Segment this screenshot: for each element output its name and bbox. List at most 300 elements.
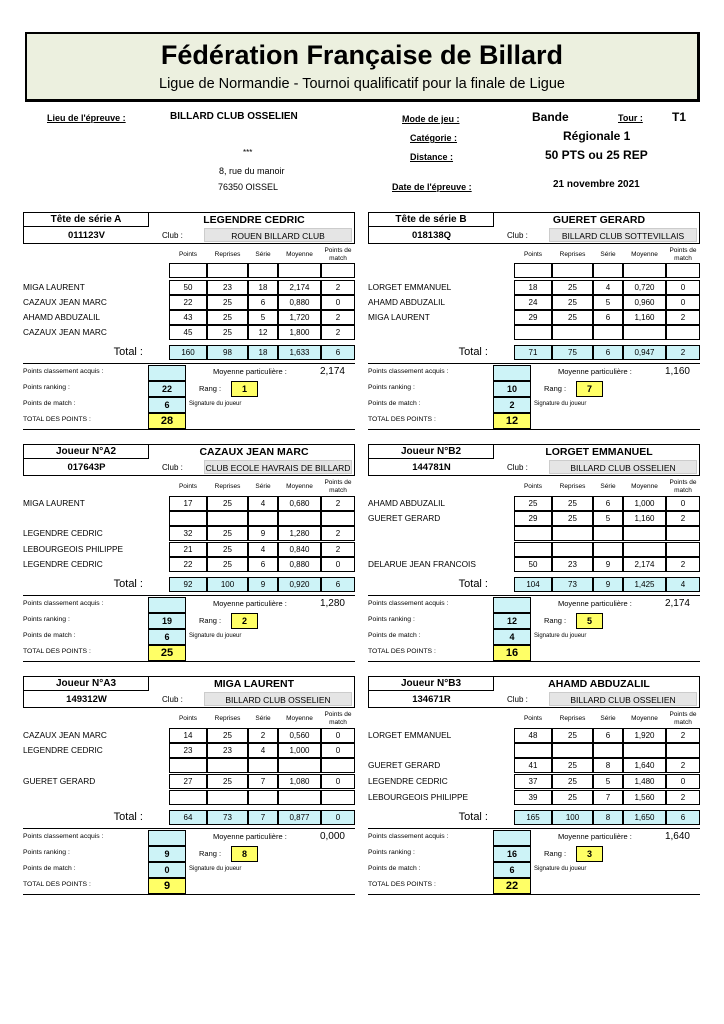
score-cell: 5 xyxy=(593,774,623,789)
score-cell: 0 xyxy=(321,728,355,743)
total-cell: 75 xyxy=(552,345,593,360)
score-cell: 6 xyxy=(248,295,278,310)
score-cell: 21 xyxy=(169,542,207,557)
total-cell: 165 xyxy=(514,810,552,825)
points-classement-box xyxy=(493,597,531,613)
opponent-name: MIGA LAURENT xyxy=(23,498,85,508)
score-cell xyxy=(514,526,552,541)
points-match-label: Points de match : xyxy=(23,632,76,639)
score-cell xyxy=(169,790,207,805)
total-cell: 92 xyxy=(169,577,207,592)
total-cell: 98 xyxy=(207,345,248,360)
points-classement-box xyxy=(148,597,186,613)
score-cell: 0 xyxy=(666,295,700,310)
score-cell xyxy=(593,542,623,557)
total-cell: 6 xyxy=(666,810,700,825)
distance-label: Distance : xyxy=(410,152,454,162)
points-classement-label: Points classement acquis : xyxy=(368,600,449,607)
score-cell: 25 xyxy=(207,325,248,340)
score-cell: 25 xyxy=(207,310,248,325)
total-points-box: 12 xyxy=(493,413,531,429)
score-cell xyxy=(623,526,666,541)
opponent-name xyxy=(23,263,145,278)
panel-bottom xyxy=(23,661,355,662)
score-cell xyxy=(552,743,593,758)
total-label: Total : xyxy=(113,346,143,358)
total-cell: 71 xyxy=(514,345,552,360)
score-cell: 0,840 xyxy=(278,542,321,557)
score-cell: 25 xyxy=(552,774,593,789)
score-cell: 25 xyxy=(207,295,248,310)
points-match-box: 0 xyxy=(148,862,186,878)
score-cell: 6 xyxy=(593,496,623,511)
score-cell: 25 xyxy=(552,758,593,773)
score-cell: 29 xyxy=(514,310,552,325)
total-label: Total : xyxy=(113,811,143,823)
score-cell: 25 xyxy=(552,280,593,295)
column-header: Série xyxy=(600,715,616,722)
player-panel xyxy=(23,212,355,427)
panel-header-box xyxy=(23,444,355,476)
player-panel xyxy=(368,676,700,892)
score-cell: 0,880 xyxy=(278,295,321,310)
points-classement-box xyxy=(148,365,186,381)
score-cell: 1,800 xyxy=(278,325,321,340)
score-cell: 1,560 xyxy=(623,790,666,805)
score-cell xyxy=(278,263,321,278)
score-cell: 23 xyxy=(169,743,207,758)
score-cell: 2,174 xyxy=(623,557,666,572)
address-line1: 8, rue du manoir xyxy=(219,166,285,176)
score-cell: 9 xyxy=(248,526,278,541)
score-cell: 25 xyxy=(207,496,248,511)
opponent-name: LEGENDRE CEDRIC xyxy=(23,528,103,538)
opponent-name: MIGA LAURENT xyxy=(23,282,85,292)
summary-divider xyxy=(368,595,700,596)
score-cell: 2 xyxy=(666,511,700,526)
opponent-name: LORGET EMMANUEL xyxy=(368,730,452,740)
tour-value: T1 xyxy=(672,110,687,124)
score-cell: 37 xyxy=(514,774,552,789)
points-ranking-box: 10 xyxy=(493,381,531,397)
score-cell: 25 xyxy=(552,295,593,310)
score-cell: 25 xyxy=(207,774,248,789)
column-header: Série xyxy=(600,251,616,258)
score-cell: 8 xyxy=(593,758,623,773)
total-cell: 0,947 xyxy=(623,345,666,360)
score-cell xyxy=(593,263,623,278)
panel-title: Joueur N°A2 xyxy=(24,445,149,459)
score-cell xyxy=(593,743,623,758)
column-header: Points xyxy=(178,251,198,258)
column-header: Moyenne xyxy=(631,483,658,490)
score-cell: 0 xyxy=(666,280,700,295)
moyenne-particuliere-value: 1,280 xyxy=(319,598,345,609)
opponent-name: AHAMD ABDUZALIL xyxy=(368,498,445,508)
points-classement-label: Points classement acquis : xyxy=(23,368,104,375)
panel-bottom xyxy=(368,429,700,430)
total-cell: 1,633 xyxy=(278,345,321,360)
rang-label: Rang : xyxy=(544,384,567,393)
points-ranking-label: Points ranking : xyxy=(23,849,70,856)
score-cell: 48 xyxy=(514,728,552,743)
score-cell: 43 xyxy=(169,310,207,325)
summary-divider xyxy=(368,363,700,364)
moyenne-particuliere-label: Moyenne particulière : xyxy=(213,832,287,841)
club-name: BILLARD CLUB OSSELIEN xyxy=(549,692,697,706)
opponent-name xyxy=(368,325,490,340)
column-header: Série xyxy=(255,715,271,722)
score-cell: 25 xyxy=(207,728,248,743)
points-ranking-box: 12 xyxy=(493,613,531,629)
score-cell: 0,720 xyxy=(623,280,666,295)
score-cell xyxy=(552,263,593,278)
score-cell: 2 xyxy=(666,728,700,743)
points-ranking-label: Points ranking : xyxy=(368,616,415,623)
score-cell: 1,640 xyxy=(623,758,666,773)
points-match-box: 6 xyxy=(148,397,186,413)
total-cell: 6 xyxy=(321,345,355,360)
opponent-name xyxy=(368,526,490,541)
player-id: 134671R xyxy=(412,694,451,705)
score-cell xyxy=(248,263,278,278)
score-cell: 25 xyxy=(207,557,248,572)
score-cell xyxy=(248,790,278,805)
total-cell: 8 xyxy=(593,810,623,825)
score-cell: 7 xyxy=(593,790,623,805)
opponent-name: GUERET GERARD xyxy=(368,513,441,523)
total-points-box: 22 xyxy=(493,878,531,894)
score-cell xyxy=(666,526,700,541)
moyenne-particuliere-value: 2,174 xyxy=(664,598,690,609)
total-cell: 100 xyxy=(207,577,248,592)
score-cell: 25 xyxy=(552,310,593,325)
column-header: Reprises xyxy=(559,483,586,490)
score-cell xyxy=(666,263,700,278)
score-cell xyxy=(169,263,207,278)
score-cell xyxy=(623,263,666,278)
score-cell: 2 xyxy=(321,496,355,511)
column-header: Série xyxy=(255,251,271,258)
column-header: Points de match xyxy=(324,479,352,494)
score-cell: 50 xyxy=(514,557,552,572)
total-cell: 64 xyxy=(169,810,207,825)
column-header: Points de match xyxy=(669,479,697,494)
score-cell xyxy=(666,542,700,557)
moyenne-particuliere-label: Moyenne particulière : xyxy=(213,599,287,608)
score-cell xyxy=(552,325,593,340)
rang-box: 1 xyxy=(231,381,258,397)
score-cell: 6 xyxy=(593,310,623,325)
mode-value: Bande xyxy=(532,110,569,124)
score-cell: 2 xyxy=(321,542,355,557)
total-points-label: TOTAL DES POINTS : xyxy=(23,648,91,655)
address-line2: 76350 OISSEL xyxy=(218,182,279,192)
player-id: 018138Q xyxy=(411,230,452,241)
points-classement-box xyxy=(493,365,531,381)
score-cell xyxy=(514,263,552,278)
score-cell xyxy=(321,511,355,526)
opponent-name: LEGENDRE CEDRIC xyxy=(368,776,448,786)
rang-label: Rang : xyxy=(544,849,567,858)
total-cell: 18 xyxy=(248,345,278,360)
score-cell: 0 xyxy=(321,743,355,758)
points-ranking-box: 16 xyxy=(493,846,531,862)
score-cell: 32 xyxy=(169,526,207,541)
opponent-name xyxy=(368,743,490,758)
score-cell: 2 xyxy=(248,728,278,743)
points-ranking-label: Points ranking : xyxy=(23,384,70,391)
club-label: Club : xyxy=(162,231,183,240)
points-ranking-box: 19 xyxy=(148,613,186,629)
rang-label: Rang : xyxy=(544,616,567,625)
score-cell: 4 xyxy=(248,743,278,758)
score-cell: 25 xyxy=(207,526,248,541)
panel-title: Joueur N°B3 xyxy=(369,677,494,691)
player-id: 017643P xyxy=(67,462,106,473)
score-cell: 24 xyxy=(514,295,552,310)
score-cell xyxy=(321,263,355,278)
total-points-label: TOTAL DES POINTS : xyxy=(23,416,91,423)
score-cell: 1,280 xyxy=(278,526,321,541)
date-value: 21 novembre 2021 xyxy=(553,179,640,190)
opponent-name: CAZAUX JEAN MARC xyxy=(23,297,107,307)
opponent-name: AHAMD ABDUZALIL xyxy=(23,312,100,322)
total-points-label: TOTAL DES POINTS : xyxy=(368,416,436,423)
score-cell xyxy=(169,511,207,526)
rang-label: Rang : xyxy=(199,849,222,858)
column-header: Moyenne xyxy=(286,251,313,258)
score-cell xyxy=(514,743,552,758)
total-cell: 73 xyxy=(552,577,593,592)
score-cell: 18 xyxy=(248,280,278,295)
total-cell: 104 xyxy=(514,577,552,592)
total-cell: 9 xyxy=(248,577,278,592)
score-cell: 25 xyxy=(552,728,593,743)
rang-box: 5 xyxy=(576,613,603,629)
column-header: Points de match xyxy=(324,247,352,262)
opponent-name: LORGET EMMANUEL xyxy=(368,282,452,292)
score-cell: 23 xyxy=(207,743,248,758)
score-cell: 2 xyxy=(321,310,355,325)
score-cell: 1,080 xyxy=(278,774,321,789)
score-cell: 6 xyxy=(248,557,278,572)
score-cell: 0 xyxy=(321,557,355,572)
total-cell: 7 xyxy=(248,810,278,825)
score-cell: 0 xyxy=(666,496,700,511)
score-cell: 4 xyxy=(248,496,278,511)
points-match-box: 6 xyxy=(148,629,186,645)
rang-box: 2 xyxy=(231,613,258,629)
total-cell: 2 xyxy=(666,345,700,360)
score-cell: 0,880 xyxy=(278,557,321,572)
score-cell xyxy=(169,758,207,773)
total-label: Total : xyxy=(458,578,488,590)
points-classement-box xyxy=(148,830,186,846)
score-cell: 5 xyxy=(248,310,278,325)
score-cell xyxy=(666,743,700,758)
column-header: Reprises xyxy=(214,483,241,490)
score-cell: 4 xyxy=(593,280,623,295)
score-cell: 1,160 xyxy=(623,511,666,526)
player-panel xyxy=(23,676,355,892)
total-cell: 100 xyxy=(552,810,593,825)
signature-label: Signature du joueur xyxy=(534,633,587,639)
panel-bottom xyxy=(368,894,700,895)
stars: *** xyxy=(243,148,253,157)
categorie-label: Catégorie : xyxy=(410,133,458,143)
lieu-value: BILLARD CLUB OSSELIEN xyxy=(170,111,298,122)
score-cell xyxy=(552,542,593,557)
club-label: Club : xyxy=(507,231,528,240)
score-cell xyxy=(278,511,321,526)
column-header: Reprises xyxy=(214,715,241,722)
score-cell xyxy=(593,526,623,541)
mode-label: Mode de jeu : xyxy=(402,114,460,124)
column-header: Série xyxy=(255,483,271,490)
date-label: Date de l'épreuve : xyxy=(392,182,472,192)
points-match-label: Points de match : xyxy=(23,400,76,407)
column-header: Points xyxy=(523,483,543,490)
club-name: BILLARD CLUB OSSELIEN xyxy=(204,692,352,706)
score-cell xyxy=(593,325,623,340)
total-points-box: 28 xyxy=(148,413,186,429)
player-name: LEGENDRE CEDRIC xyxy=(203,214,305,226)
score-cell: 0,680 xyxy=(278,496,321,511)
page-subtitle: Ligue de Normandie - Tournoi qualificatif pour la finale de Ligue xyxy=(159,76,565,92)
total-cell: 6 xyxy=(321,577,355,592)
moyenne-particuliere-label: Moyenne particulière : xyxy=(558,367,632,376)
points-classement-label: Points classement acquis : xyxy=(23,833,104,840)
opponent-name: AHAMD ABDUZALIL xyxy=(368,297,445,307)
panel-header-box xyxy=(368,676,700,708)
score-cell xyxy=(207,263,248,278)
opponent-name: GUERET GERARD xyxy=(23,776,96,786)
opponent-name xyxy=(368,542,490,557)
score-cell: 2 xyxy=(666,790,700,805)
points-match-box: 2 xyxy=(493,397,531,413)
score-cell: 25 xyxy=(552,790,593,805)
column-header: Points de match xyxy=(669,247,697,262)
total-label: Total : xyxy=(113,578,143,590)
total-cell: 73 xyxy=(207,810,248,825)
panel-title: Tête de série A xyxy=(24,213,149,227)
moyenne-particuliere-label: Moyenne particulière : xyxy=(558,832,632,841)
score-cell xyxy=(514,325,552,340)
total-cell: 0,877 xyxy=(278,810,321,825)
total-points-label: TOTAL DES POINTS : xyxy=(368,648,436,655)
score-cell: 6 xyxy=(593,728,623,743)
score-cell: 23 xyxy=(207,280,248,295)
opponent-name xyxy=(368,263,490,278)
moyenne-particuliere-value: 1,160 xyxy=(664,366,690,377)
club-name: BILLARD CLUB OSSELIEN xyxy=(549,460,697,474)
points-match-label: Points de match : xyxy=(23,865,76,872)
score-cell: 17 xyxy=(169,496,207,511)
score-cell: 0 xyxy=(321,295,355,310)
header-banner xyxy=(25,32,700,102)
page-title: Fédération Française de Billard xyxy=(160,40,564,70)
player-name: GUERET GERARD xyxy=(552,214,646,226)
score-cell: 2 xyxy=(666,557,700,572)
total-cell: 1,425 xyxy=(623,577,666,592)
score-cell: 12 xyxy=(248,325,278,340)
score-cell: 2,174 xyxy=(278,280,321,295)
score-cell xyxy=(623,743,666,758)
club-name: CLUB ECOLE HAVRAIS DE BILLARD xyxy=(204,460,352,474)
club-label: Club : xyxy=(162,463,183,472)
score-cell xyxy=(248,511,278,526)
score-cell: 14 xyxy=(169,728,207,743)
club-label: Club : xyxy=(162,695,183,704)
total-points-label: TOTAL DES POINTS : xyxy=(368,881,436,888)
total-cell: 1,650 xyxy=(623,810,666,825)
moyenne-particuliere-value: 0,000 xyxy=(319,831,345,842)
column-header: Série xyxy=(600,483,616,490)
score-cell: 29 xyxy=(514,511,552,526)
panel-header-box xyxy=(23,212,355,244)
score-cell: 5 xyxy=(593,295,623,310)
score-cell: 1,000 xyxy=(623,496,666,511)
points-classement-box xyxy=(493,830,531,846)
panel-header-box xyxy=(23,676,355,708)
column-header: Moyenne xyxy=(631,715,658,722)
opponent-name xyxy=(23,790,145,805)
opponent-name: GUERET GERARD xyxy=(368,760,441,770)
points-match-box: 4 xyxy=(493,629,531,645)
rang-label: Rang : xyxy=(199,384,222,393)
rang-box: 7 xyxy=(576,381,603,397)
distance-value: 50 PTS ou 25 REP xyxy=(545,148,648,162)
score-cell: 50 xyxy=(169,280,207,295)
column-header: Moyenne xyxy=(286,483,313,490)
moyenne-particuliere-value: 2,174 xyxy=(319,366,345,377)
total-cell: 6 xyxy=(593,345,623,360)
signature-label: Signature du joueur xyxy=(189,401,242,407)
signature-label: Signature du joueur xyxy=(189,633,242,639)
score-cell: 0 xyxy=(321,774,355,789)
column-header: Points de match xyxy=(669,711,697,726)
score-cell: 22 xyxy=(169,295,207,310)
opponent-name: LEBOURGEOIS PHILIPPE xyxy=(23,544,124,554)
score-cell: 2 xyxy=(321,526,355,541)
opponent-name xyxy=(23,758,145,773)
signature-label: Signature du joueur xyxy=(189,866,242,872)
total-cell: 0 xyxy=(321,810,355,825)
score-cell xyxy=(207,758,248,773)
score-cell xyxy=(278,790,321,805)
score-cell: 0,960 xyxy=(623,295,666,310)
score-cell: 25 xyxy=(514,496,552,511)
panel-bottom xyxy=(23,429,355,430)
score-cell: 2 xyxy=(666,758,700,773)
summary-divider xyxy=(368,828,700,829)
total-label: Total : xyxy=(458,811,488,823)
opponent-name: LEGENDRE CEDRIC xyxy=(23,745,103,755)
score-cell: 2 xyxy=(321,280,355,295)
total-cell: 4 xyxy=(666,577,700,592)
total-cell: 9 xyxy=(593,577,623,592)
score-cell: 18 xyxy=(514,280,552,295)
points-match-label: Points de match : xyxy=(368,632,421,639)
player-panel xyxy=(23,444,355,659)
total-cell: 160 xyxy=(169,345,207,360)
column-header: Points xyxy=(178,715,198,722)
points-classement-label: Points classement acquis : xyxy=(368,833,449,840)
points-ranking-box: 9 xyxy=(148,846,186,862)
panel-title: Tête de série B xyxy=(369,213,494,227)
opponent-name: LEGENDRE CEDRIC xyxy=(23,559,103,569)
